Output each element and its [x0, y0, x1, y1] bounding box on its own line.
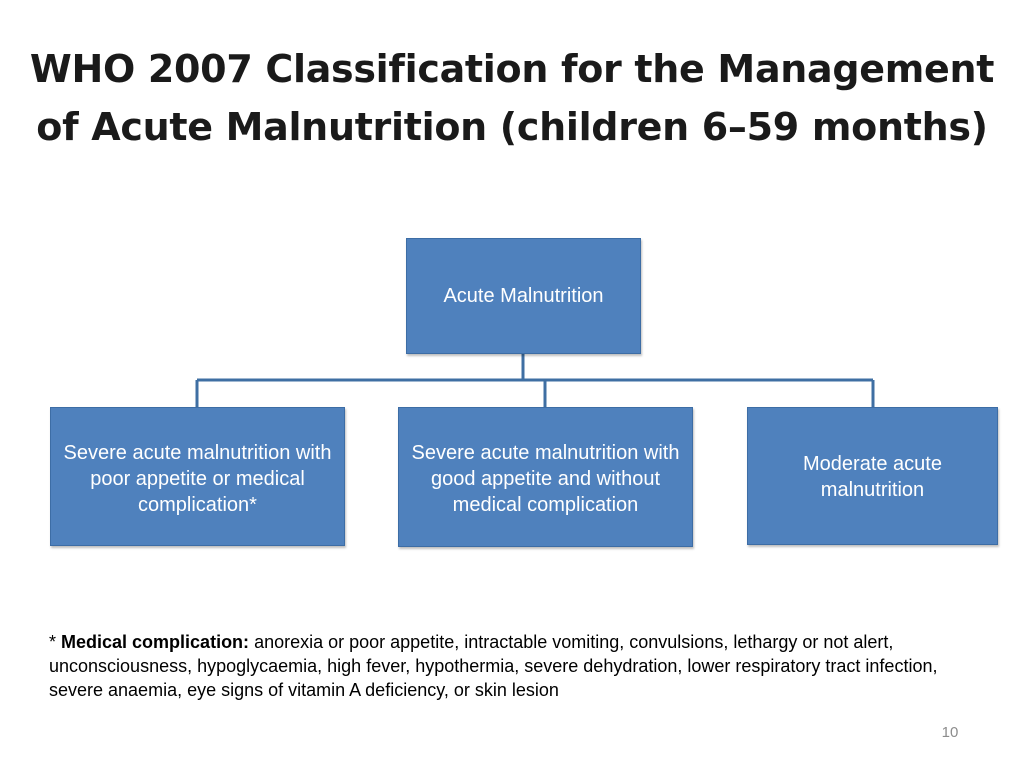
- footnote: [49, 630, 979, 702]
- node-sam-poor-appetite: [50, 407, 345, 546]
- footnote-text: anorexia or poor appetite, intractable vomiting, convulsions, lethargy or not alert, unconsciousness, hypoglycaemia, high fever, hypothermia, severe dehydration, lower respiratory tract infection, severe anaemia, eye signs of vitamin A deficiency, or skin lesion: [49, 632, 938, 700]
- title-line-1: WHO 2007 Classification for the Management: [29, 47, 995, 91]
- node-label: Acute Malnutrition: [443, 285, 604, 307]
- node-label: Severe acute malnutrition with poor appetite or medical complication*: [63, 442, 332, 516]
- page-number: 10: [941, 724, 959, 741]
- node-moderate-acute-malnutrition: [747, 407, 998, 545]
- node-label: Severe acute malnutrition with good appetite and without medical complication: [411, 442, 680, 516]
- title-line-2: of Acute Malnutrition (children 6–59 months): [36, 105, 988, 149]
- node-acute-malnutrition: [406, 238, 641, 354]
- node-label: Moderate acute malnutrition: [803, 453, 942, 501]
- footnote-marker: *: [49, 632, 62, 652]
- node-sam-good-appetite: [398, 407, 693, 547]
- footnote-term: Medical complication:: [61, 632, 250, 652]
